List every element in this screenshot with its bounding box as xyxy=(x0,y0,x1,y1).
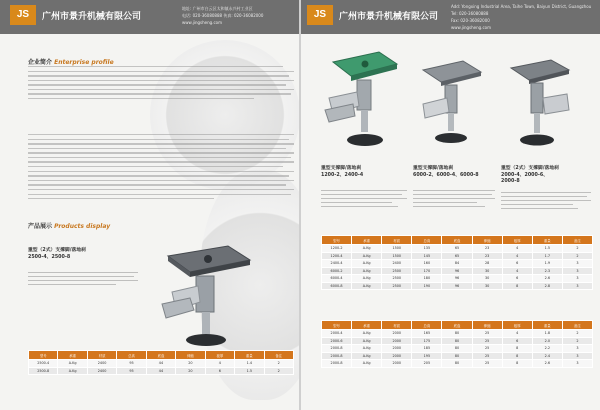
table-cell: 2400 xyxy=(87,367,116,375)
display-title xyxy=(28,221,110,230)
table-cell: 30 xyxy=(472,267,502,275)
table-cell: 3 xyxy=(562,275,592,283)
page-header xyxy=(301,0,600,34)
table-cell: 2000-8 xyxy=(322,345,352,353)
table-cell: 4 xyxy=(502,252,532,260)
table-cell: 2400 xyxy=(87,360,116,368)
table-cell: 3 xyxy=(562,282,592,290)
table-cell: 25 xyxy=(472,330,502,338)
table-header: 承重 xyxy=(352,236,382,245)
table-cell: 2000 xyxy=(382,352,412,360)
table-header: 总高 xyxy=(117,351,146,360)
table-cell: 1500 xyxy=(382,252,412,260)
table-cell: 2 xyxy=(264,360,294,368)
table-cell: 2500-8 xyxy=(29,367,58,375)
profile-title-cn: 企业简介 xyxy=(28,59,53,66)
table-cell: 4 xyxy=(502,245,532,253)
table-cell: 23 xyxy=(472,252,502,260)
table-cell: 4 xyxy=(205,360,234,368)
address-text: Add: Yongxing Industrial Area, Taihe Town, Baiyun District, Guangzhou xyxy=(451,4,592,9)
table-row xyxy=(322,337,593,345)
table-cell: 30 xyxy=(472,275,502,283)
table-header: 备注 xyxy=(562,236,592,245)
table-cell: 6 xyxy=(502,337,532,345)
table-cell: 1.8 xyxy=(532,330,562,338)
table-row xyxy=(322,252,593,260)
table-header: 重量 xyxy=(235,351,264,360)
spec-table-3 xyxy=(321,320,593,368)
table-cell: 2000-6 xyxy=(322,337,352,345)
table-cell: A-Kg xyxy=(352,360,382,368)
table-header: 底盘 xyxy=(442,236,472,245)
table-cell: 3 xyxy=(562,260,592,268)
table-row xyxy=(29,367,294,375)
brake-dark-icon xyxy=(150,242,255,354)
table-header: 型号 xyxy=(322,236,352,245)
table-cell: A-Kg xyxy=(352,345,382,353)
table-cell: 6000-8 xyxy=(322,282,352,290)
table-cell: 65 xyxy=(442,252,472,260)
table-cell: 20 xyxy=(176,367,205,375)
table-cell: A-Kg xyxy=(58,367,87,375)
table-cell: 205 xyxy=(412,360,442,368)
table-cell: 3 xyxy=(562,267,592,275)
address-text: 地址: 广州市白云区太和镇永兴村工业区 xyxy=(182,6,253,11)
table-cell: 84 xyxy=(442,260,472,268)
table-header: 伸缩 xyxy=(472,236,502,245)
website-text: www.jingsheng.com xyxy=(182,20,222,25)
table-cell: 6000-2 xyxy=(322,267,352,275)
table-cell: 65 xyxy=(442,245,472,253)
table-cell: 8 xyxy=(502,360,532,368)
table-cell: 1.4 xyxy=(235,360,264,368)
table-cell: 80 xyxy=(442,345,472,353)
table-cell: 96 xyxy=(442,282,472,290)
table-cell: A-Kg xyxy=(352,275,382,283)
table-header: 材质 xyxy=(382,321,412,330)
table-cell: 1200-4 xyxy=(322,252,352,260)
phone-text: 电话: 020-36080888 传真: 020-36082000 xyxy=(182,13,264,18)
table-cell: 175 xyxy=(412,337,442,345)
table-cell: 23 xyxy=(472,245,502,253)
table-row xyxy=(322,245,593,253)
table-cell: 2000 xyxy=(382,345,412,353)
table-cell: 95 xyxy=(117,360,146,368)
table-cell: 145 xyxy=(412,252,442,260)
company-name: 广州市景升机械有限公司 xyxy=(42,11,142,21)
profile-text-cn xyxy=(28,66,294,103)
table-cell: 1.7 xyxy=(532,252,562,260)
table-cell: 6 xyxy=(205,367,234,375)
display-title-en: Products display xyxy=(54,223,111,230)
table-cell: A-Kg xyxy=(58,360,87,368)
product-description xyxy=(321,190,407,210)
spec-table-1 xyxy=(28,350,294,375)
table-row xyxy=(322,360,593,368)
table-header: 总高 xyxy=(412,321,442,330)
product-description xyxy=(501,192,591,212)
contact-info xyxy=(182,5,263,26)
table-cell: 25 xyxy=(472,345,502,353)
table-cell: 1.9 xyxy=(532,260,562,268)
table-cell: 2500-4 xyxy=(29,360,58,368)
table-cell: 96 xyxy=(442,275,472,283)
table-cell: 2500 xyxy=(382,275,412,283)
table-cell: 1200-2 xyxy=(322,245,352,253)
brake-silver-icon xyxy=(413,58,488,153)
table-header: 材质 xyxy=(382,236,412,245)
table-cell: A-Kg xyxy=(352,282,382,290)
table-cell: 6000-4 xyxy=(322,275,352,283)
table-cell: 190 xyxy=(412,282,442,290)
table-cell: 2.4 xyxy=(532,352,562,360)
phone-text: Tel: 020-36080888 xyxy=(451,11,489,16)
table-cell: 2000 xyxy=(382,330,412,338)
table-cell: 2000 xyxy=(382,337,412,345)
table-cell: 2.8 xyxy=(532,282,562,290)
table-header: 型号 xyxy=(29,351,58,360)
table-cell: 2 xyxy=(562,252,592,260)
table-cell: 8 xyxy=(502,352,532,360)
table-cell: 25 xyxy=(472,352,502,360)
table-cell: 2500 xyxy=(382,267,412,275)
table-cell: 3 xyxy=(562,352,592,360)
website-text: www.jingsheng.com xyxy=(451,25,491,30)
table-cell: 2.2 xyxy=(532,345,562,353)
table-cell: 44 xyxy=(146,360,175,368)
fax-text: Fax: 020-36082000 xyxy=(451,18,490,23)
table-cell: A-Kg xyxy=(352,330,382,338)
brake-green-icon xyxy=(323,50,401,155)
product-description xyxy=(28,272,138,288)
table-cell: A-Kg xyxy=(352,352,382,360)
table-cell: 80 xyxy=(442,330,472,338)
table-row xyxy=(29,360,294,368)
table-header: 重量 xyxy=(532,321,562,330)
profile-text-en xyxy=(28,134,294,203)
table-cell: 95 xyxy=(117,367,146,375)
table-header: 板厚 xyxy=(205,351,234,360)
table-row xyxy=(322,330,593,338)
table-cell: 28 xyxy=(472,260,502,268)
table-cell: 185 xyxy=(412,345,442,353)
table-header: 重量 xyxy=(532,236,562,245)
page-header xyxy=(0,0,299,34)
table-cell: 2000-8 xyxy=(322,352,352,360)
right-page xyxy=(301,0,600,410)
contact-info xyxy=(451,3,591,31)
table-cell: 2.6 xyxy=(532,360,562,368)
table-cell: 165 xyxy=(412,330,442,338)
table-cell: 2500 xyxy=(382,282,412,290)
product-caption: 重型支撑脚/落地刹 6000-2、6000-4、6000-8 xyxy=(413,166,479,178)
table-row xyxy=(322,345,593,353)
table-header: 承重 xyxy=(352,321,382,330)
table-cell: 8 xyxy=(502,345,532,353)
product-caption: 重型（2式）支撑脚/落地刹 2500-4、2500-8 xyxy=(28,248,86,260)
profile-title-en: Enterprise profile xyxy=(54,59,114,66)
left-page xyxy=(0,0,299,410)
table-header: 板厚 xyxy=(502,236,532,245)
table-header: 备注 xyxy=(562,321,592,330)
table-cell: 180 xyxy=(412,275,442,283)
table-cell: 3 xyxy=(562,360,592,368)
table-header: 底盘 xyxy=(146,351,175,360)
table-cell: 2 xyxy=(562,337,592,345)
table-row xyxy=(322,275,593,283)
table-cell: 2.0 xyxy=(532,337,562,345)
profile-title xyxy=(28,57,114,66)
product-description xyxy=(413,190,495,210)
company-logo: JS xyxy=(307,5,333,25)
table-cell: 2400-4 xyxy=(322,260,352,268)
table-row xyxy=(322,260,593,268)
table-cell: 96 xyxy=(442,267,472,275)
table-cell: 80 xyxy=(442,352,472,360)
display-title-cn: 产品展示 xyxy=(28,223,53,230)
table-cell: 160 xyxy=(412,260,442,268)
table-cell: 4 xyxy=(502,267,532,275)
table-cell: A-Kg xyxy=(352,260,382,268)
table-cell: 170 xyxy=(412,267,442,275)
table-header: 承重 xyxy=(58,351,87,360)
table-cell: 3 xyxy=(562,345,592,353)
table-cell: 25 xyxy=(472,360,502,368)
table-header: 总高 xyxy=(412,236,442,245)
table-cell: 2000 xyxy=(382,360,412,368)
table-cell: 6 xyxy=(502,275,532,283)
table-cell: 1.5 xyxy=(235,367,264,375)
table-cell: A-Kg xyxy=(352,245,382,253)
table-cell: 2000-8 xyxy=(322,360,352,368)
table-header: 备注 xyxy=(264,351,294,360)
table-cell: A-Kg xyxy=(352,252,382,260)
company-name: 广州市景升机械有限公司 xyxy=(339,11,439,21)
table-cell: 135 xyxy=(412,245,442,253)
table-cell: 20 xyxy=(176,360,205,368)
table-cell: 8 xyxy=(502,282,532,290)
table-cell: 2.3 xyxy=(532,267,562,275)
table-cell: 1500 xyxy=(382,245,412,253)
table-cell: A-Kg xyxy=(352,337,382,345)
table-header: 伸缩 xyxy=(472,321,502,330)
table-row xyxy=(322,267,593,275)
table-cell: 2 xyxy=(562,330,592,338)
table-cell: 2 xyxy=(562,245,592,253)
product-caption: 重型支撑脚/落地刹 1200-2、2400-4 xyxy=(321,166,364,178)
table-cell: 2.6 xyxy=(532,275,562,283)
table-cell: 44 xyxy=(146,367,175,375)
product-caption: 重型（2式）支撑脚/落地刹 2000-4、2000-6、 2000-8 xyxy=(501,166,559,184)
table-cell: 30 xyxy=(472,282,502,290)
table-header: 伸缩 xyxy=(176,351,205,360)
table-row xyxy=(322,352,593,360)
table-cell: 1.5 xyxy=(532,245,562,253)
company-logo: JS xyxy=(10,5,36,25)
brake-mount-icon xyxy=(499,58,577,156)
table-cell: 80 xyxy=(442,337,472,345)
table-cell: 25 xyxy=(472,337,502,345)
table-cell: 2 xyxy=(264,367,294,375)
table-cell: 195 xyxy=(412,352,442,360)
table-cell: 80 xyxy=(442,360,472,368)
table-header: 板厚 xyxy=(502,321,532,330)
table-header: 材质 xyxy=(87,351,116,360)
table-cell: 6 xyxy=(502,260,532,268)
table-cell: 2400 xyxy=(382,260,412,268)
table-cell: 4 xyxy=(502,330,532,338)
table-header: 型号 xyxy=(322,321,352,330)
table-row xyxy=(322,282,593,290)
table-cell: 2000-4 xyxy=(322,330,352,338)
table-cell: A-Kg xyxy=(352,267,382,275)
spec-table-2 xyxy=(321,235,593,290)
table-header: 底盘 xyxy=(442,321,472,330)
